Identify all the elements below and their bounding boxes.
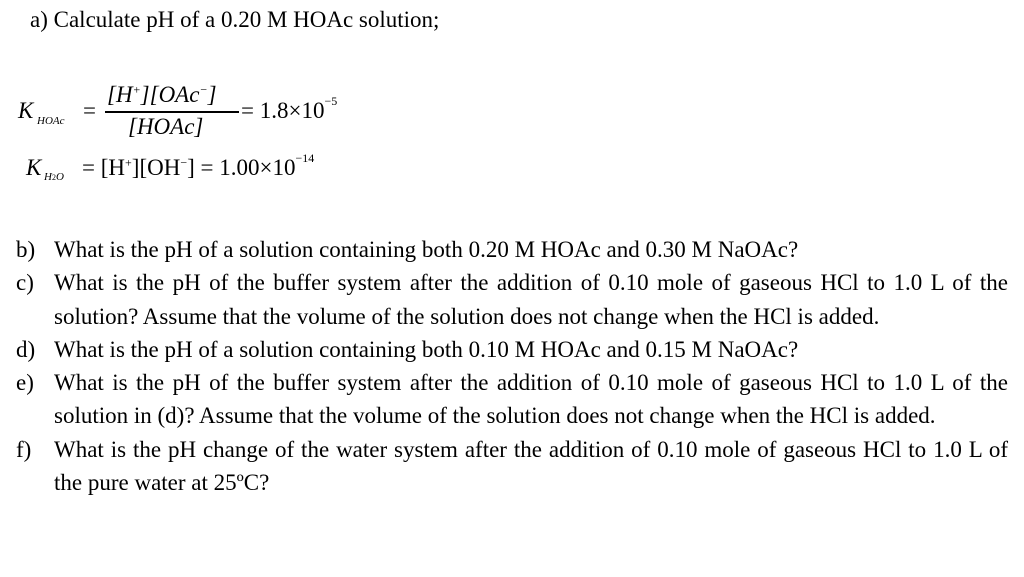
kw-part1: = [H	[82, 155, 125, 180]
num-oac: ][OAc	[140, 82, 200, 107]
question-text: What is the pH of the buffer system after the addition of 0.10 mole of gaseous HCl to 1.0 L of the solution? Assume that the volume of the solution does not change when the HCl is added.	[54, 270, 1008, 329]
question-b	[0, 233, 1024, 266]
question-e	[0, 366, 1024, 433]
kw-oh-charge: −	[180, 155, 188, 170]
ka-exponent: −5	[324, 94, 338, 109]
kw-sub-h: H	[44, 171, 52, 183]
ka-subscript: HOAc	[37, 115, 65, 127]
part-a-text: Calculate pH of a 0.20 M HOAc solution;	[53, 7, 440, 32]
question-label: c)	[16, 270, 34, 296]
ka-equals: =	[83, 98, 96, 123]
question-label: b)	[16, 237, 36, 262]
part-a	[30, 6, 439, 34]
question-text: What is the pH change of the water system after the addition of 0.10 mole of gaseous HCl to 1.0 L of the pure water at 25ºC?	[54, 436, 1008, 496]
num-h-charge: +	[132, 82, 141, 97]
question-text: What is the pH of a solution containing both 0.20 M HOAc and 0.30 M NaOAc?	[54, 237, 799, 262]
kw-part2: ][OH	[131, 155, 181, 180]
kw-expression	[82, 151, 315, 181]
ka-rhs	[241, 94, 338, 124]
ka-denominator: [HOAc]	[128, 114, 204, 139]
question-d	[0, 333, 1024, 366]
question-list	[0, 233, 1024, 499]
ka-value: = 1.8×10	[241, 98, 325, 123]
kw-h-charge: +	[125, 155, 132, 170]
question-text: What is the pH of the buffer system after the addition of 0.10 mole of gaseous HCl to 1.0 L of the solution in (d)? Assume that the volume of the solution does not change when the HCl is added.	[54, 370, 1008, 429]
kw-subscript	[44, 171, 64, 183]
question-f	[0, 433, 1024, 500]
ka-numerator	[107, 82, 217, 108]
kw-symbol: K	[26, 155, 42, 180]
num-h: [H	[107, 82, 133, 107]
ka-symbol: K	[18, 98, 34, 123]
kw-sub-2: 2	[51, 173, 56, 182]
part-a-label: a)	[30, 7, 48, 32]
question-text: What is the pH of a solution containing both 0.10 M HOAc and 0.15 M NaOAc?	[54, 336, 799, 362]
fraction-bar	[105, 111, 239, 113]
question-label: d)	[16, 336, 36, 362]
question-label: f)	[16, 436, 32, 462]
question-label: e)	[16, 370, 34, 396]
kw-exponent: −14	[295, 151, 315, 166]
num-oac-charge: −	[199, 82, 208, 97]
question-c	[0, 266, 1024, 333]
kw-sub-o: O	[55, 171, 64, 183]
kw-part3: ] = 1.00×10	[187, 155, 296, 180]
num-close: ]	[207, 82, 217, 107]
